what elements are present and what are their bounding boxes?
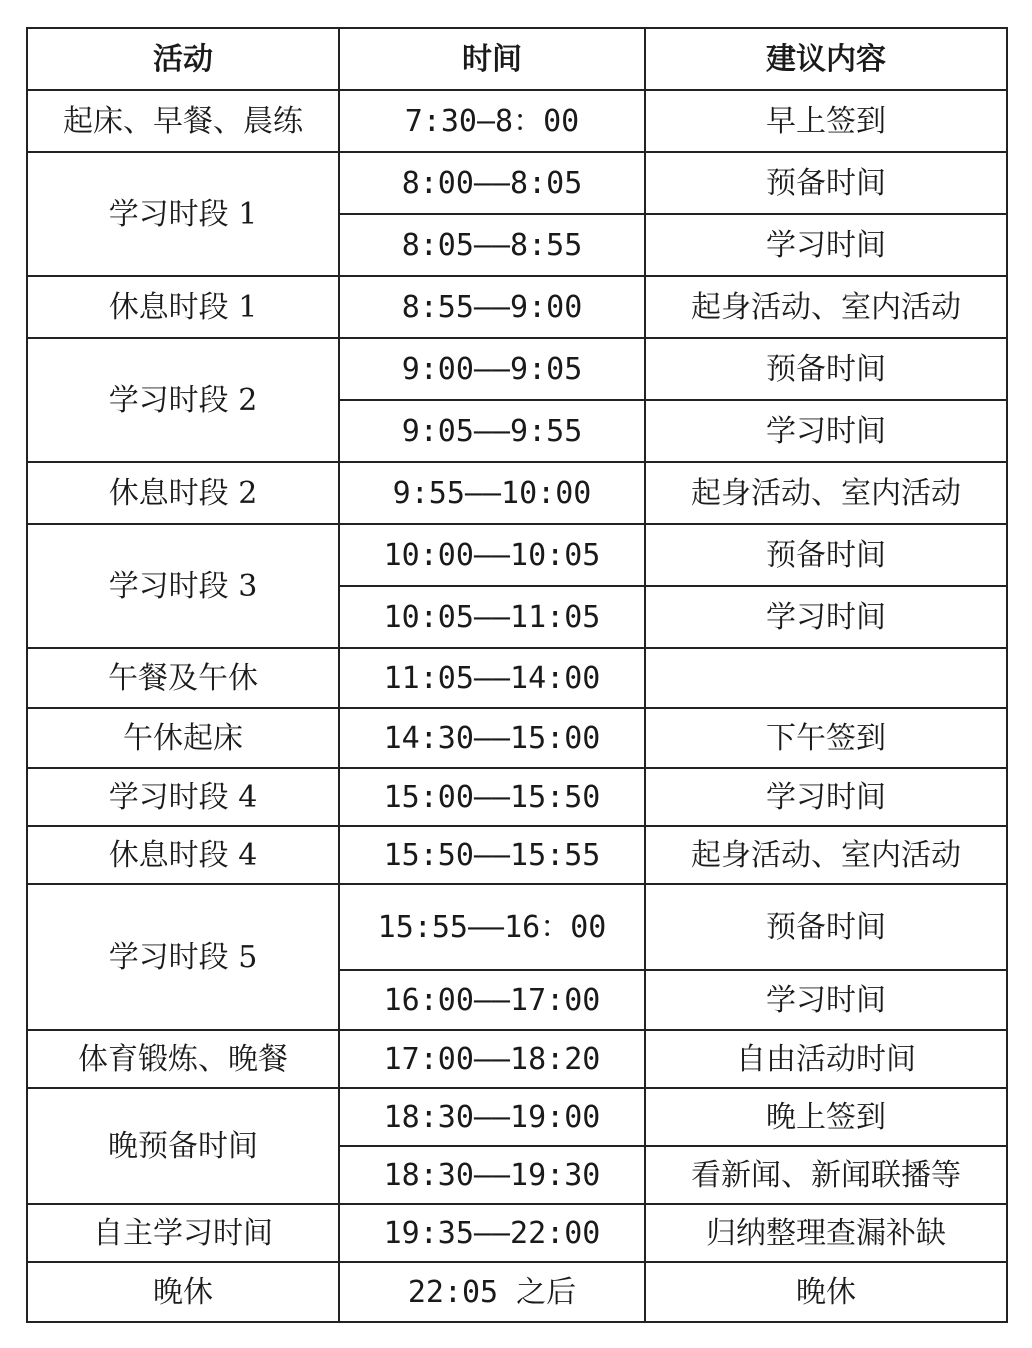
table-row (27, 708, 1007, 768)
activity-cell: 休息时段 4 (27, 826, 339, 884)
activity-cell: 学习时段 1 (27, 152, 339, 276)
content-cell: 起身活动、室内活动 (645, 826, 1007, 884)
activity-cell: 午休起床 (27, 708, 339, 768)
table-row (27, 90, 1007, 152)
activity-cell: 休息时段 1 (27, 276, 339, 338)
content-cell: 早上签到 (645, 90, 1007, 152)
activity-cell: 学习时段 3 (27, 524, 339, 648)
time-cell: 11:05——14:00 (339, 648, 645, 708)
table-row (27, 1204, 1007, 1262)
table-row (27, 884, 1007, 970)
table-row (27, 1262, 1007, 1322)
content-cell: 预备时间 (645, 338, 1007, 400)
time-cell: 18:30——19:00 (339, 1088, 645, 1146)
activity-cell: 晚预备时间 (27, 1088, 339, 1204)
table-row (27, 1088, 1007, 1146)
header-activity: 活动 (27, 28, 339, 90)
content-cell: 预备时间 (645, 884, 1007, 970)
content-cell: 看新闻、新闻联播等 (645, 1146, 1007, 1204)
time-cell: 7:30—8：00 (339, 90, 645, 152)
content-cell: 预备时间 (645, 152, 1007, 214)
table-row (27, 524, 1007, 586)
content-cell: 学习时间 (645, 214, 1007, 276)
content-cell: 起身活动、室内活动 (645, 462, 1007, 524)
header-time: 时间 (339, 28, 645, 90)
content-cell: 归纳整理查漏补缺 (645, 1204, 1007, 1262)
table-row (27, 648, 1007, 708)
content-cell (645, 648, 1007, 708)
schedule-table (26, 27, 1008, 1323)
header-content: 建议内容 (645, 28, 1007, 90)
time-cell: 10:00——10:05 (339, 524, 645, 586)
activity-cell: 学习时段 5 (27, 884, 339, 1030)
content-cell: 预备时间 (645, 524, 1007, 586)
time-cell: 8:00——8:05 (339, 152, 645, 214)
activity-cell: 学习时段 2 (27, 338, 339, 462)
content-cell: 学习时间 (645, 586, 1007, 648)
content-cell: 自由活动时间 (645, 1030, 1007, 1088)
activity-cell: 自主学习时间 (27, 1204, 339, 1262)
table-row (27, 768, 1007, 826)
schedule-body (27, 90, 1007, 1322)
activity-cell: 体育锻炼、晚餐 (27, 1030, 339, 1088)
table-row (27, 152, 1007, 214)
time-cell: 8:05——8:55 (339, 214, 645, 276)
activity-cell: 休息时段 2 (27, 462, 339, 524)
time-cell: 15:55——16：00 (339, 884, 645, 970)
time-cell: 16:00——17:00 (339, 970, 645, 1030)
activity-cell: 学习时段 4 (27, 768, 339, 826)
time-cell: 10:05——11:05 (339, 586, 645, 648)
time-cell: 9:05——9:55 (339, 400, 645, 462)
time-cell: 18:30——19:30 (339, 1146, 645, 1204)
content-cell: 学习时间 (645, 970, 1007, 1030)
content-cell: 学习时间 (645, 400, 1007, 462)
content-cell: 下午签到 (645, 708, 1007, 768)
table-row (27, 276, 1007, 338)
time-cell: 17:00——18:20 (339, 1030, 645, 1088)
table-row (27, 462, 1007, 524)
time-cell: 19:35——22:00 (339, 1204, 645, 1262)
table-row (27, 1030, 1007, 1088)
time-cell: 15:50——15:55 (339, 826, 645, 884)
time-cell: 15:00——15:50 (339, 768, 645, 826)
content-cell: 学习时间 (645, 768, 1007, 826)
header-row (27, 28, 1007, 90)
activity-cell: 午餐及午休 (27, 648, 339, 708)
time-cell: 14:30——15:00 (339, 708, 645, 768)
activity-cell: 起床、早餐、晨练 (27, 90, 339, 152)
content-cell: 晚休 (645, 1262, 1007, 1322)
table-row (27, 826, 1007, 884)
time-cell: 8:55——9:00 (339, 276, 645, 338)
activity-cell: 晚休 (27, 1262, 339, 1322)
content-cell: 晚上签到 (645, 1088, 1007, 1146)
content-cell: 起身活动、室内活动 (645, 276, 1007, 338)
time-cell: 9:00——9:05 (339, 338, 645, 400)
time-cell: 9:55——10:00 (339, 462, 645, 524)
table-row (27, 338, 1007, 400)
time-cell: 22:05 之后 (339, 1262, 645, 1322)
